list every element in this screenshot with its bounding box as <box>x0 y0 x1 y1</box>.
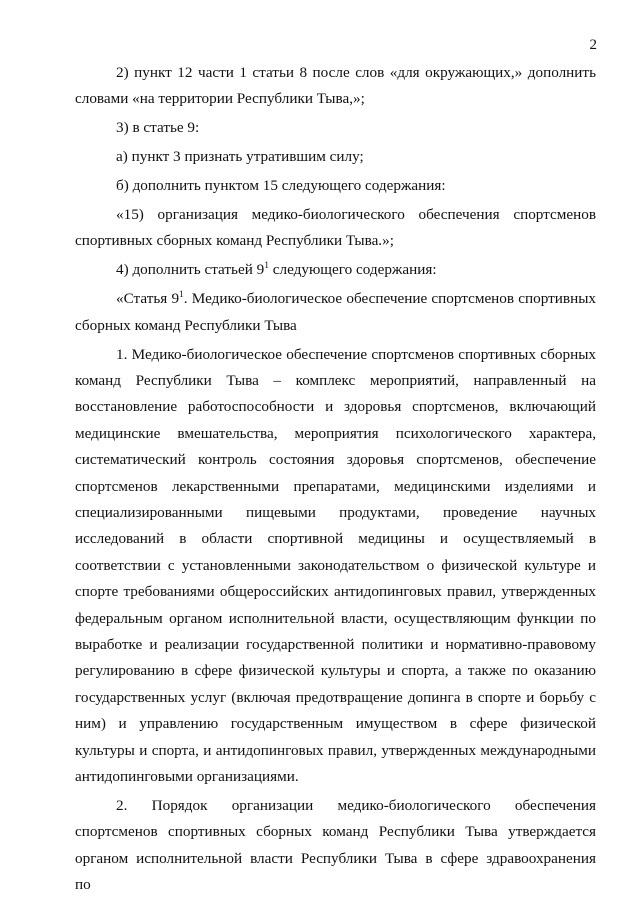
article-paragraph-1: 1. Медико-биологическое обеспечение спортсменов спортивных сборных команд Республики Тыва – комплекс мероприятий, направленный на восстановление работоспособности и здоровья спортсменов, включающий медицинские вмешательства, мероприятия психологического характера, систематический контроль состояния здоровья спортсменов, обеспечение спортсменов лекарственными препаратами, медицинскими изделиями и специализированными пищевыми продуктами, проведение научных исследований в области спортивной медицины и осуществляемый в соответствии с установленными законодательством о физической культуре и спорте требованиями общероссийских антидопинговых правил, утвержденных федеральным органом исполнительной власти, осуществляющим функции по выработке и реализации государственной политики и нормативно-правовому регулированию в сфере физической культуры и спорта, а также по оказанию государственных услуг (включая предотвращение допинга в спорте и борьбу с ним) и управлению государственным имуществом в сфере физической культуры и спорта, и антидопинговых правил, утвержденных международными антидопинговыми организациями. <box>75 345 596 786</box>
superscript-1: 1 <box>179 290 184 301</box>
superscript-1: 1 <box>264 261 269 272</box>
article-heading <box>75 286 596 339</box>
paragraph-quoted-item-15: «15) организация медико-биологического обеспечения спортсменов спортивных сборных команд Республики Тыва.»; <box>75 206 596 250</box>
paragraph-subitem-b: б) дополнить пунктом 15 следующего содержания: <box>116 177 446 195</box>
paragraph-item-4-text-start: 4) дополнить статьей 9 <box>116 261 265 279</box>
article-heading-start: «Статья 9 <box>116 290 180 308</box>
paragraph-item-4 <box>75 257 596 283</box>
article-heading-end: . Медико-биологическое обеспечение спортсменов спортивных сборных команд Республики Тыва <box>75 290 596 334</box>
document-body <box>75 60 596 901</box>
page-number: 2 <box>589 37 597 53</box>
paragraph-item-4-text-end: следующего содержания: <box>268 261 437 279</box>
paragraph-item-2: 2) пункт 12 части 1 статьи 8 после слов «для окружающих,» дополнить словами «на территории Республики Тыва,»; <box>75 64 596 108</box>
paragraph-subitem-a: а) пункт 3 признать утратившим силу; <box>116 148 364 166</box>
article-paragraph-2: 2. Порядок организации медико-биологического обеспечения спортсменов спортивных сборных команд Республики Тыва утверждается органом исполнительной власти Республики Тыва в сфере здравоохранения по <box>75 796 596 894</box>
paragraph-item-3: 3) в статье 9: <box>116 119 200 137</box>
